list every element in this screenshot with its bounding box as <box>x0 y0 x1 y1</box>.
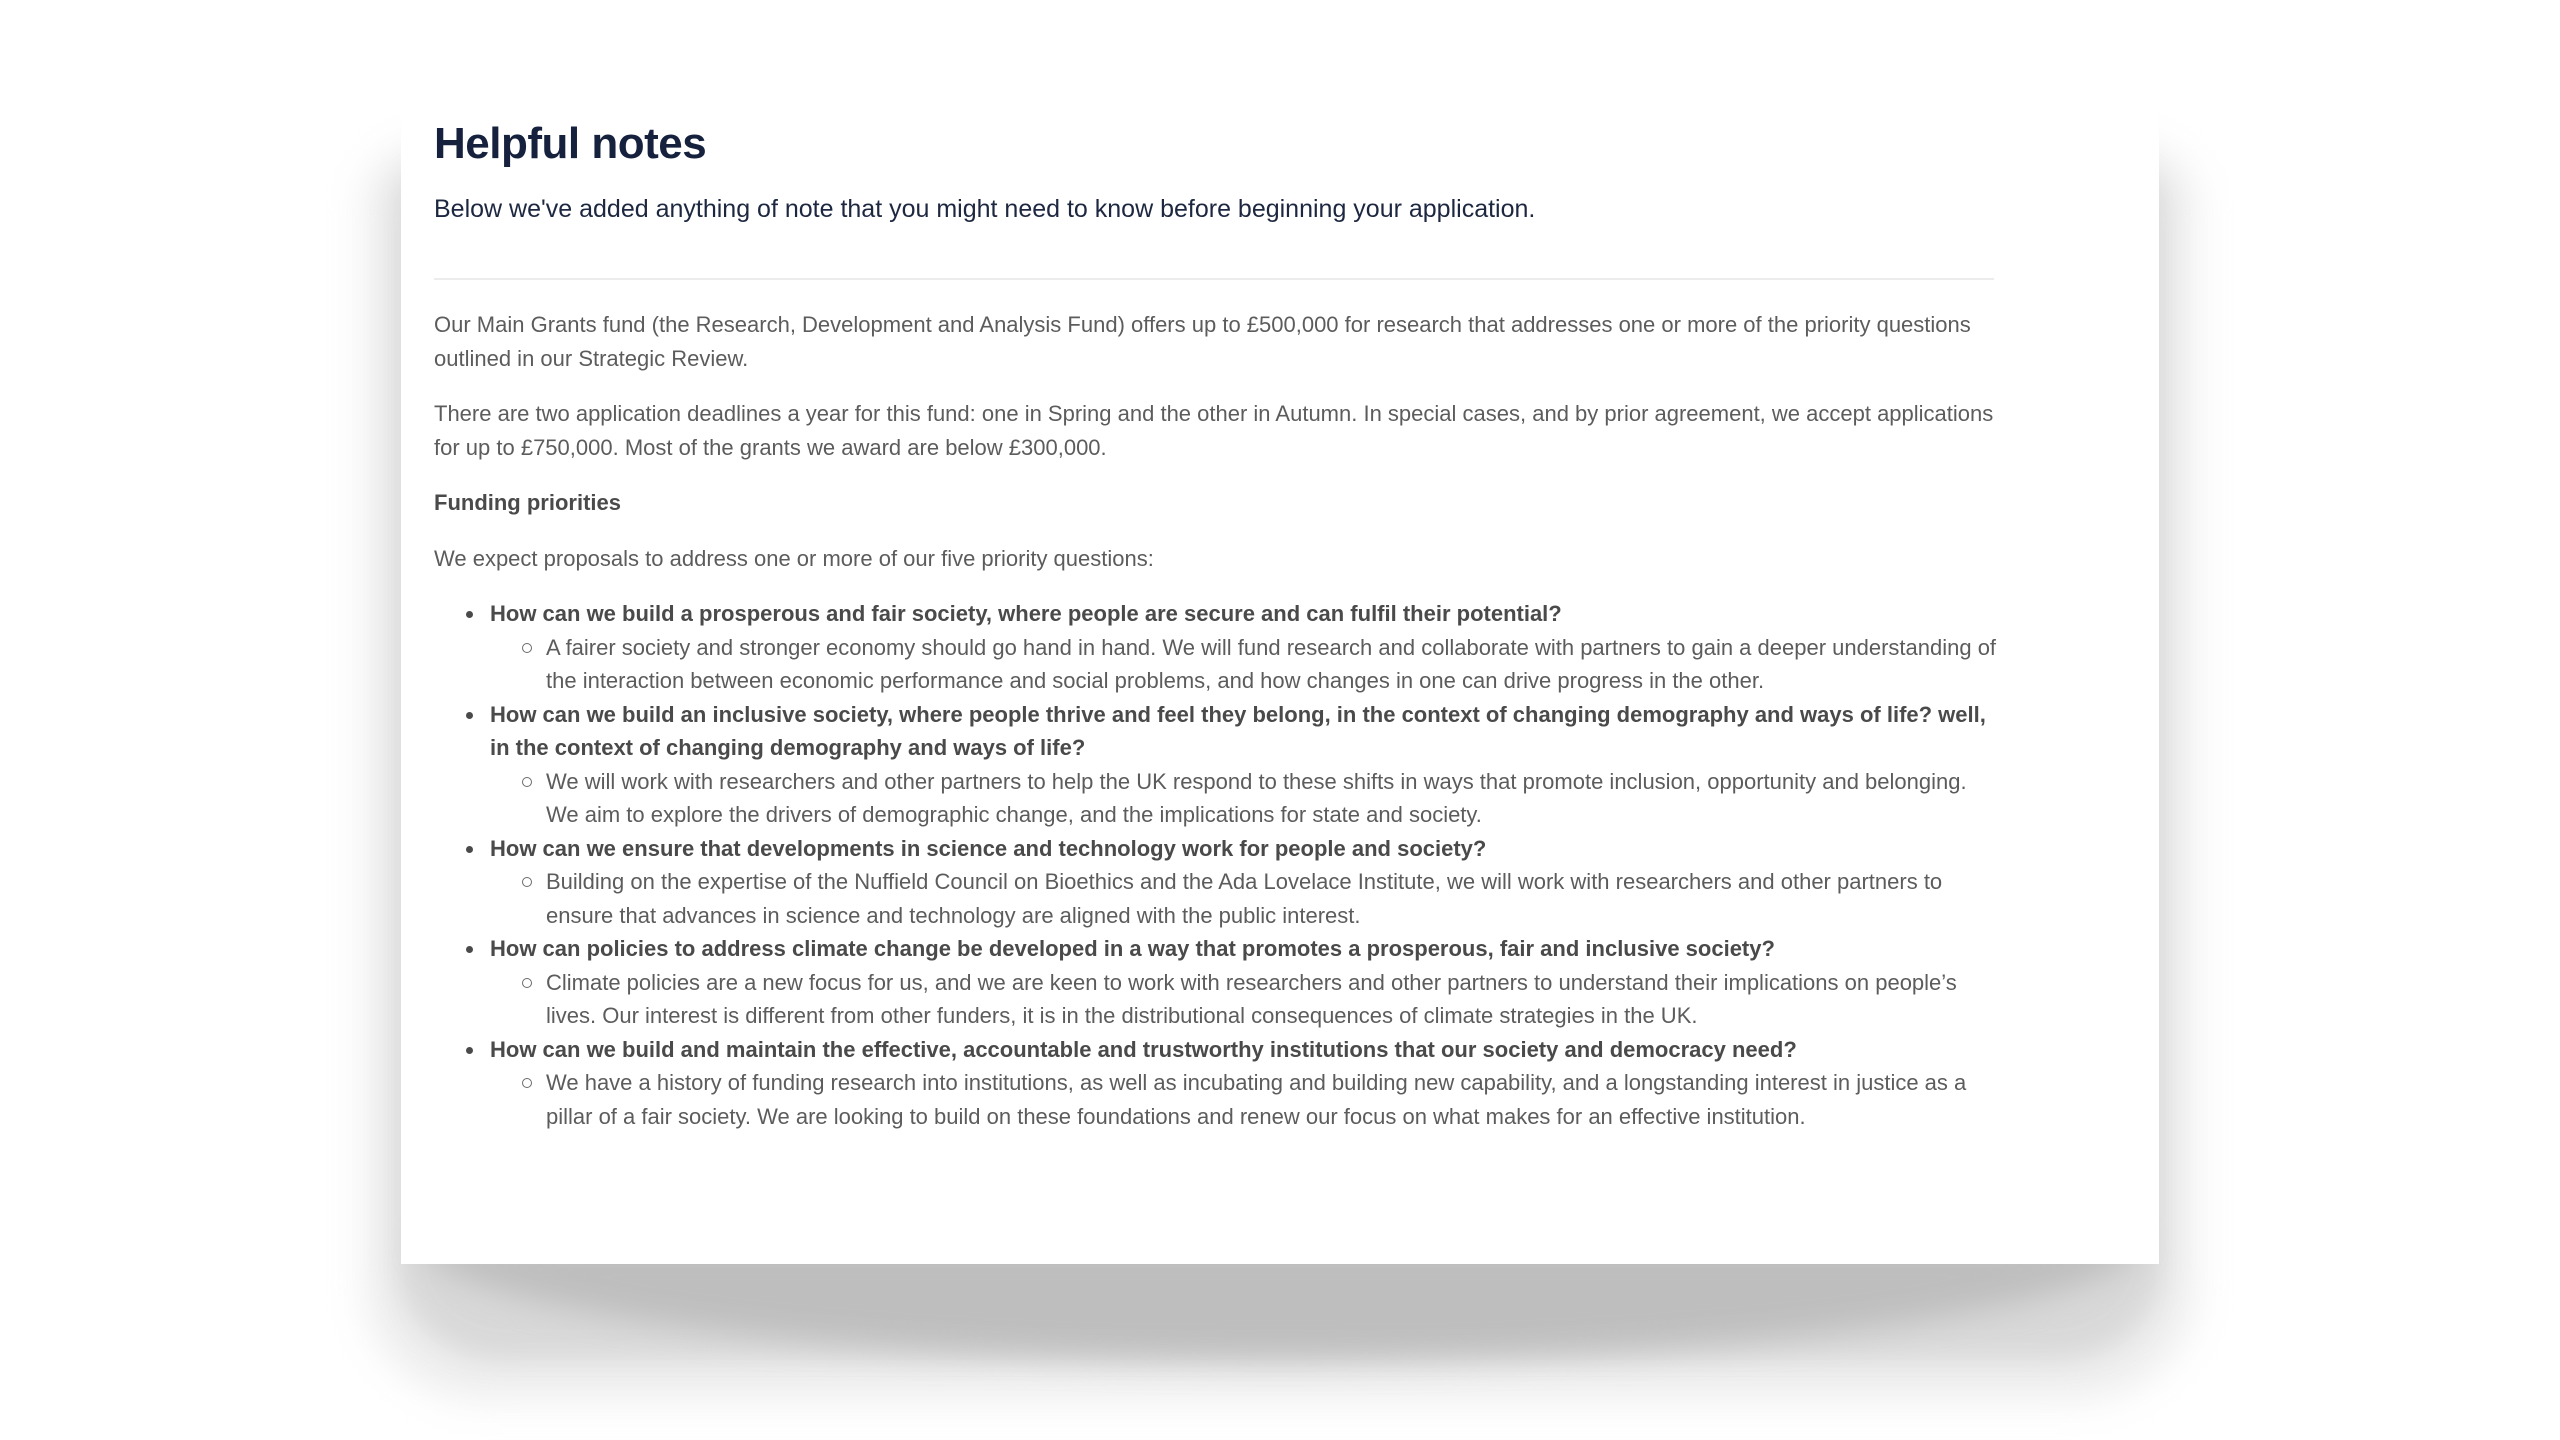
priority-question-item <box>490 932 2004 1033</box>
priority-answer-list <box>490 1066 2004 1133</box>
priority-answer-item <box>546 966 2004 1033</box>
bullet-icon <box>466 712 473 719</box>
circle-bullet-icon <box>522 978 532 988</box>
priority-question-item <box>490 597 2004 698</box>
priority-answer: A fairer society and stronger economy should go hand in hand. We will fund research and collaborate with partners to gain a deeper understanding of the interaction between economic performance and social problems, and how changes in one can drive progress in the other. <box>546 634 1997 693</box>
page-intro: Below we've added anything of note that you might need to know before beginning your application. <box>434 195 1536 223</box>
priority-question-item <box>490 698 2004 832</box>
priority-question: How can we build and maintain the effective, accountable and trustworthy institutions that our society and democracy need? <box>490 1036 1797 1062</box>
card-top-fade <box>401 62 2159 102</box>
priority-answer-list <box>490 765 2004 832</box>
circle-bullet-icon <box>522 777 532 787</box>
priority-question: How can we build a prosperous and fair society, where people are secure and can fulfil their potential? <box>490 601 1562 626</box>
priority-question-item <box>490 832 2004 933</box>
bullet-icon <box>466 946 473 953</box>
circle-bullet-icon <box>522 643 532 653</box>
priority-answer: Climate policies are a new focus for us, and we are keen to work with researchers and other partners to understand their implications on people’s lives. Our interest is different from other funders, it is in the distributional consequences of climate strategies in the UK. <box>546 969 1957 1028</box>
circle-bullet-icon <box>522 1078 532 1088</box>
priority-answer-list <box>490 966 2004 1033</box>
funding-priorities-intro: We expect proposals to address one or more of our five priority questions: <box>434 545 1154 571</box>
paragraph-deadlines: There are two application deadlines a year for this fund: one in Spring and the other in Autumn. In special cases, and by prior agreement, we accept applications for up to £750,000. Most of the grants we award are below £300,000. <box>434 401 1994 460</box>
bullet-icon <box>466 846 473 853</box>
page-title: Helpful notes <box>434 119 707 168</box>
priority-question-item <box>490 1033 2004 1134</box>
priority-answer-item <box>546 631 2004 698</box>
priority-answer-list <box>490 631 2004 698</box>
notes-content <box>434 308 2004 1133</box>
helpful-notes-card <box>401 62 2159 1264</box>
section-divider <box>434 278 1994 280</box>
priority-answer: We have a history of funding research into institutions, as well as incubating and building new capability, and a longstanding interest in justice as a pillar of a fair society. We are looking to build on these foundations and renew our focus on what makes for an effective institution. <box>546 1070 1967 1129</box>
priority-answer-item <box>546 865 2004 932</box>
priority-question: How can we ensure that developments in science and technology work for people and society? <box>490 835 1487 861</box>
paragraph-fund-overview: Our Main Grants fund (the Research, Development and Analysis Fund) offers up to £500,000 for research that addresses one or more of the priority questions outlined in our Strategic Review. <box>434 312 1971 371</box>
bullet-icon <box>466 611 473 618</box>
priority-answer-item <box>546 765 2004 832</box>
priority-questions-list <box>434 597 2004 1133</box>
funding-priorities-title: Funding priorities <box>434 490 621 515</box>
priority-answer-item <box>546 1066 2004 1133</box>
priority-question: How can we build an inclusive society, where people thrive and feel they belong, in the context of changing demography and ways of life? well, in the context of changing demography and ways of life? <box>490 701 1986 760</box>
bullet-icon <box>466 1047 473 1054</box>
priority-question: How can policies to address climate change be developed in a way that promotes a prosperous, fair and inclusive society? <box>490 936 1775 961</box>
priority-answer: Building on the expertise of the Nuffield Council on Bioethics and the Ada Lovelace Institute, we will work with researchers and other partners to ensure that advances in science and technology are aligned with the public interest. <box>546 869 1943 928</box>
priority-answer-list <box>490 865 2004 932</box>
priority-answer: We will work with researchers and other partners to help the UK respond to these shifts in ways that promote inclusion, opportunity and belonging. We aim to explore the drivers of demographic change, and the implications for state and society. <box>546 768 1967 827</box>
circle-bullet-icon <box>522 877 532 887</box>
